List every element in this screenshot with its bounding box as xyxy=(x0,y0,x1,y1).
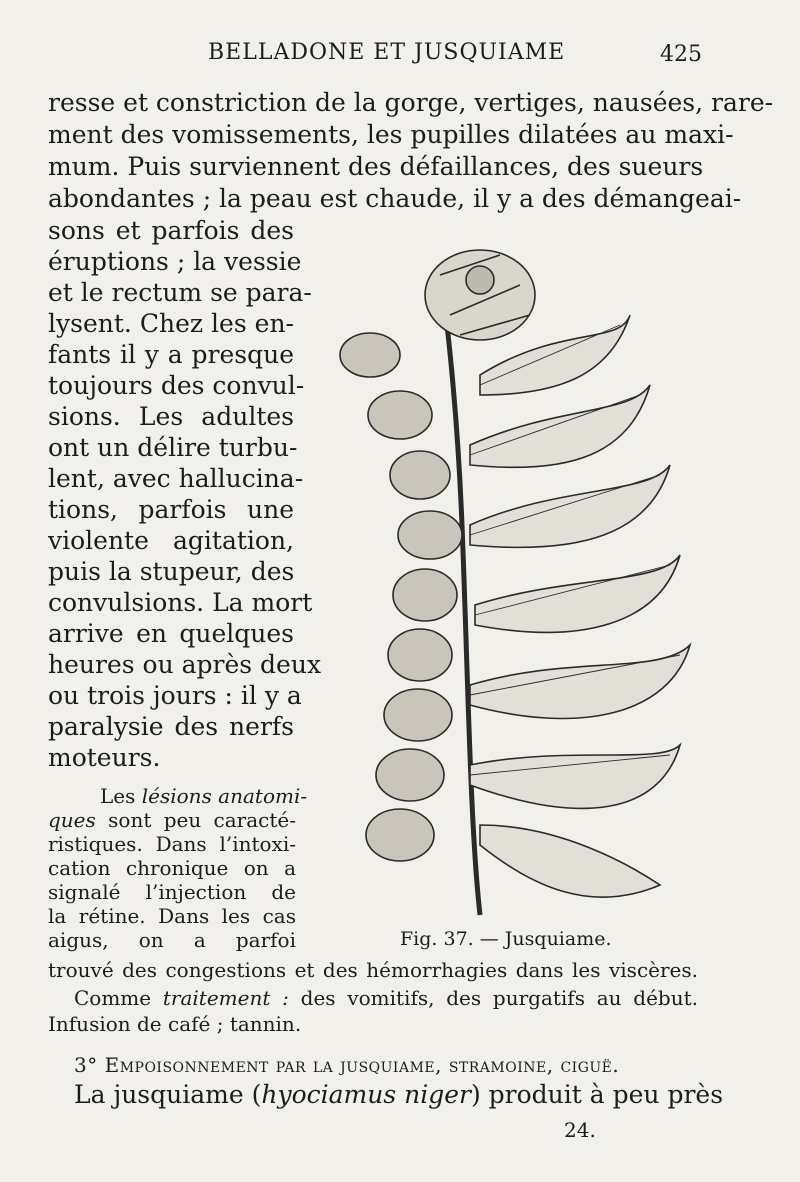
heading-text: Empoisonnement par la jusquiame, stramoine, ciguë. xyxy=(104,1053,620,1077)
italic-run: ques xyxy=(48,808,96,832)
column-line: tions, parfois une xyxy=(48,495,294,524)
column-line: heures ou après deux xyxy=(48,650,322,679)
running-title: BELLADONE ET JUSQUIAME xyxy=(208,40,566,65)
figure-caption: Fig. 37. — Jusquiame. xyxy=(400,928,612,950)
column-line: toujours des convul- xyxy=(48,371,305,400)
column-line: éruptions ; la vessie xyxy=(48,247,302,276)
text-run: des vomitifs, des purgatifs au début. xyxy=(288,986,699,1010)
section-heading xyxy=(74,1050,698,1080)
small-column-line xyxy=(48,808,296,832)
column-line: fants il y a presque xyxy=(48,340,294,369)
small-column-line: cation chronique on a xyxy=(48,856,296,880)
body-line: mum. Puis surviennent des défaillances, des sueurs xyxy=(48,152,704,181)
column-line: sions. Les adultes xyxy=(48,402,294,431)
small-column-line: la rétine. Dans les cas xyxy=(48,904,296,928)
body-line xyxy=(74,1080,724,1110)
heading-number: 3° xyxy=(74,1053,98,1077)
italic-run: traitement : xyxy=(162,986,289,1010)
body-line: abondantes ; la peau est chaude, il y a des démangeai- xyxy=(48,184,742,213)
italic-run: hyociamus niger xyxy=(261,1080,471,1109)
column-line: ont un délire turbu- xyxy=(48,433,298,462)
body-line: resse et constriction de la gorge, vertiges, nausées, rare- xyxy=(48,88,774,117)
small-column-line: ristiques. Dans l’intoxi- xyxy=(48,832,296,856)
text-run: La jusquiame ( xyxy=(74,1080,262,1109)
italic-run: lésions anatomi- xyxy=(141,784,308,808)
small-body-line: trouvé des congestions et des hémorrhagies dans les viscères. xyxy=(48,958,698,982)
column-line: sons et parfois des xyxy=(48,216,294,245)
text-run: sont peu caracté- xyxy=(95,808,296,832)
column-line: ou trois jours : il y a xyxy=(48,681,302,710)
column-line: violente agitation, xyxy=(48,526,294,555)
small-column-line xyxy=(74,784,308,808)
small-column-line: aigus, on a parfoi xyxy=(48,928,296,952)
column-line: et le rectum se para- xyxy=(48,278,312,307)
body-line: ment des vomissements, les pupilles dilatées au maxi- xyxy=(48,120,734,149)
small-body-line: Infusion de café ; tannin. xyxy=(48,1012,302,1036)
column-line: arrive en quelques xyxy=(48,619,294,648)
henbane-illustration xyxy=(330,225,710,925)
text-run: ) produit à peu près xyxy=(470,1080,724,1109)
column-line: puis la stupeur, des xyxy=(48,557,295,586)
running-head xyxy=(0,40,800,74)
flower-cluster xyxy=(425,250,535,340)
signature-mark: 24. xyxy=(564,1118,596,1142)
column-line: paralysie des nerfs xyxy=(48,712,294,741)
text-run: Les xyxy=(100,784,142,808)
small-column-line: signalé l’injection de xyxy=(48,880,296,904)
text-run: Comme xyxy=(74,986,163,1010)
column-line: lysent. Chez les en- xyxy=(48,309,294,338)
column-line: moteurs. xyxy=(48,743,161,772)
small-body-line xyxy=(74,986,698,1010)
page-number: 425 xyxy=(660,42,702,67)
column-line: convulsions. La mort xyxy=(48,588,313,617)
leaves xyxy=(470,315,690,897)
column-line: lent, avec hallucina- xyxy=(48,464,304,493)
seed-capsules xyxy=(340,333,462,861)
